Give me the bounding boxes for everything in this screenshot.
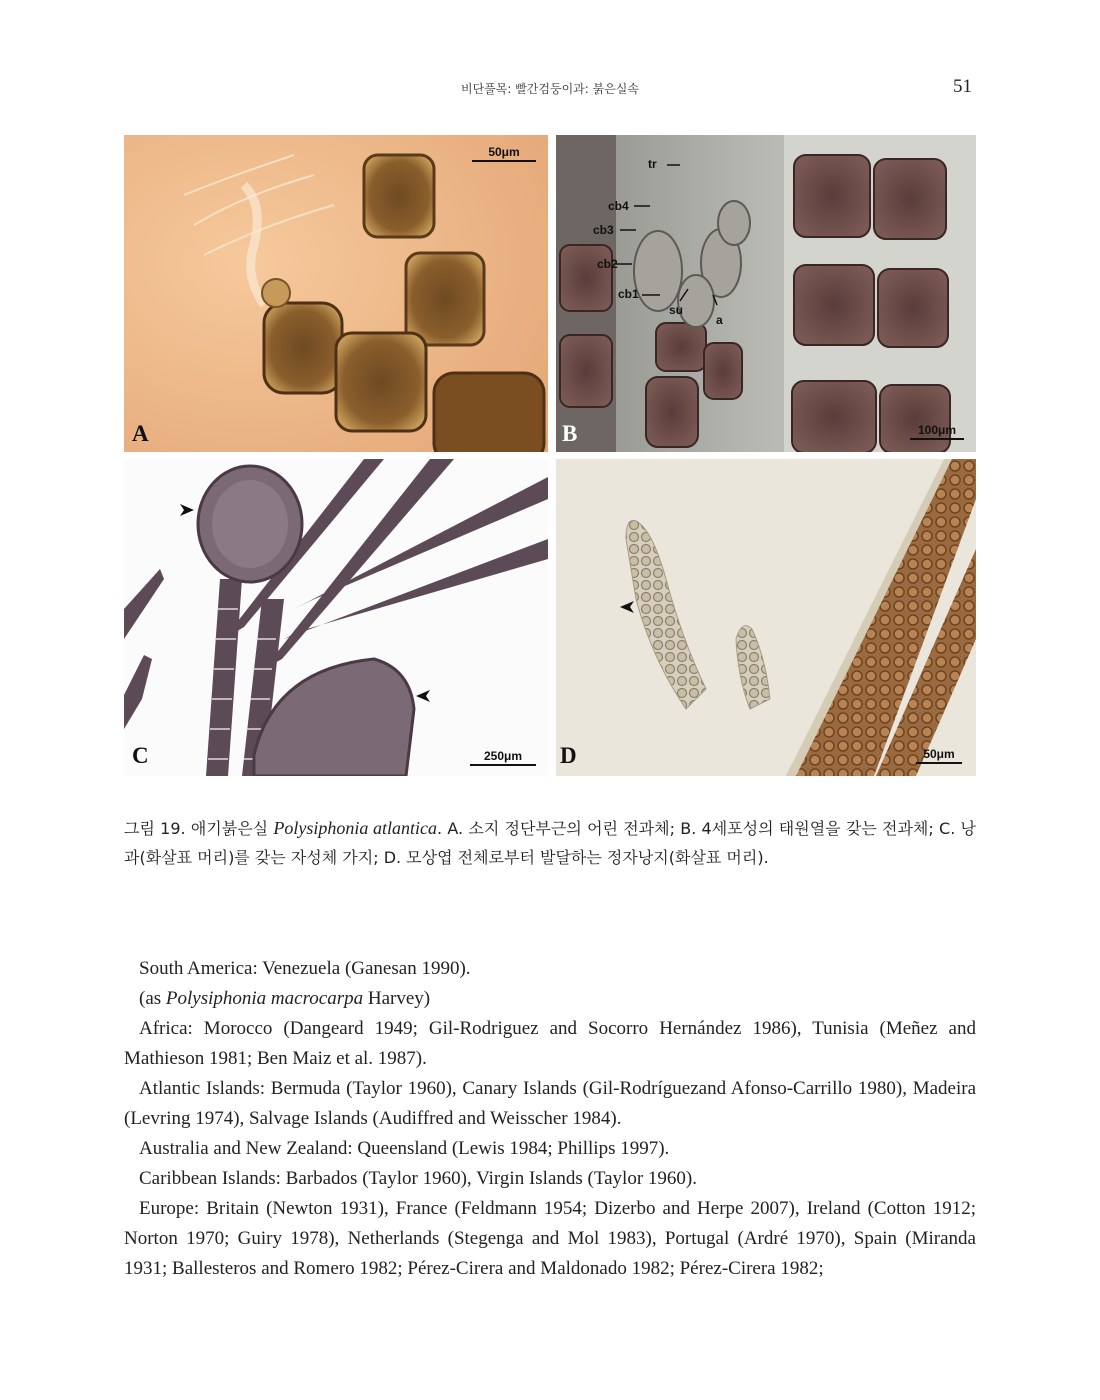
figure-panel-c xyxy=(124,459,548,776)
panel-label-a: A xyxy=(132,421,149,446)
annotation-cb1: cb1 xyxy=(618,287,639,301)
annotation-su: su xyxy=(669,303,684,317)
scale-line-b xyxy=(910,438,964,440)
paragraph-synonym xyxy=(124,984,976,1014)
panel-label-d: D xyxy=(560,743,577,768)
paragraph-caribbean: Caribbean Islands: Barbados (Taylor 1960), Virgin Islands (Taylor 1960). xyxy=(139,1168,697,1189)
figure-panel-b xyxy=(556,135,976,452)
annotation-a: a xyxy=(716,313,723,327)
running-header xyxy=(124,76,976,100)
figure-panel-d xyxy=(556,459,976,776)
figure-panel-a xyxy=(124,135,548,452)
synonym-open: (as xyxy=(139,988,166,1009)
synonym-species: Polysiphonia macrocarpa xyxy=(165,988,364,1009)
scale-bar-b xyxy=(910,423,964,440)
scale-label-c: 250μm xyxy=(483,749,523,763)
scale-bar-c xyxy=(470,749,536,766)
scale-line-c xyxy=(470,764,536,766)
paragraph-south-america: South America: Venezuela (Ganesan 1990). xyxy=(139,958,471,979)
scale-line-d xyxy=(916,762,962,764)
page-number: 51 xyxy=(953,76,972,97)
paragraph-australia: Australia and New Zealand: Queensland (Lewis 1984; Phillips 1997). xyxy=(139,1138,670,1159)
figure-caption xyxy=(124,814,976,872)
annotation-cb4: cb4 xyxy=(608,199,629,213)
micrograph-a xyxy=(124,135,548,452)
body-text xyxy=(124,954,976,1284)
caption-prefix: 그림 19. 애기붉은실 xyxy=(124,819,274,838)
paragraph-africa: Africa: Morocco (Dangeard 1949; Gil-Rodriguez and Socorro Hernández 1986), Tunisia (Meñez and Mathieson 1981; Ben Maiz et al. 1987). xyxy=(124,1018,976,1069)
micrograph-c xyxy=(124,459,548,776)
scale-bar-d xyxy=(916,747,962,764)
micrograph-d xyxy=(556,459,976,776)
annotation-cb2: cb2 xyxy=(597,257,618,271)
scale-label-b: 100μm xyxy=(917,423,957,437)
scale-label-a: 50μm xyxy=(488,145,520,159)
scale-label-d: 50μm xyxy=(923,747,955,761)
caption-text: . A. 소지 정단부근의 어린 전과체; B. 4세포성의 태원열을 갖는 전과체; C. 낭과(화살표 머리)를 갖는 자성체 가지; D. 모상엽 전체로부터 발달하는 정자낭지(화살표 머리). xyxy=(124,819,976,867)
paragraph-atlantic-islands: Atlantic Islands: Bermuda (Taylor 1960), Canary Islands (Gil-Rodríguezand Afonso-Carrillo 1980), Madeira (Levring 1974), Salvage Islands (Audiffred and Weisscher 1984). xyxy=(124,1078,976,1129)
paragraph-europe: Europe: Britain (Newton 1931), France (Feldmann 1954; Dizerbo and Herpe 2007), Ireland (Cotton 1912; Norton 1970; Guiry 1978), Netherlands (Stegenga and Mol 1983), Portugal (Ardré 1970), Spain (Miranda 1931; Ballesteros and Romero 1982; Pérez-Cirera and Maldonado 1982; Pérez-Cirera 1982; xyxy=(124,1198,976,1279)
annotation-tr: tr xyxy=(648,157,657,171)
scale-bar-a xyxy=(472,145,536,162)
panel-label-c: C xyxy=(132,743,149,768)
panel-label-b: B xyxy=(562,421,578,446)
caption-species: Polysiphonia atlantica xyxy=(273,818,438,838)
synonym-close: Harvey) xyxy=(363,988,431,1009)
annotation-cb3: cb3 xyxy=(593,223,614,237)
running-head-title: 비단풀목: 빨간검둥이과: 붉은실속 xyxy=(460,82,639,96)
scale-line-a xyxy=(472,160,536,162)
